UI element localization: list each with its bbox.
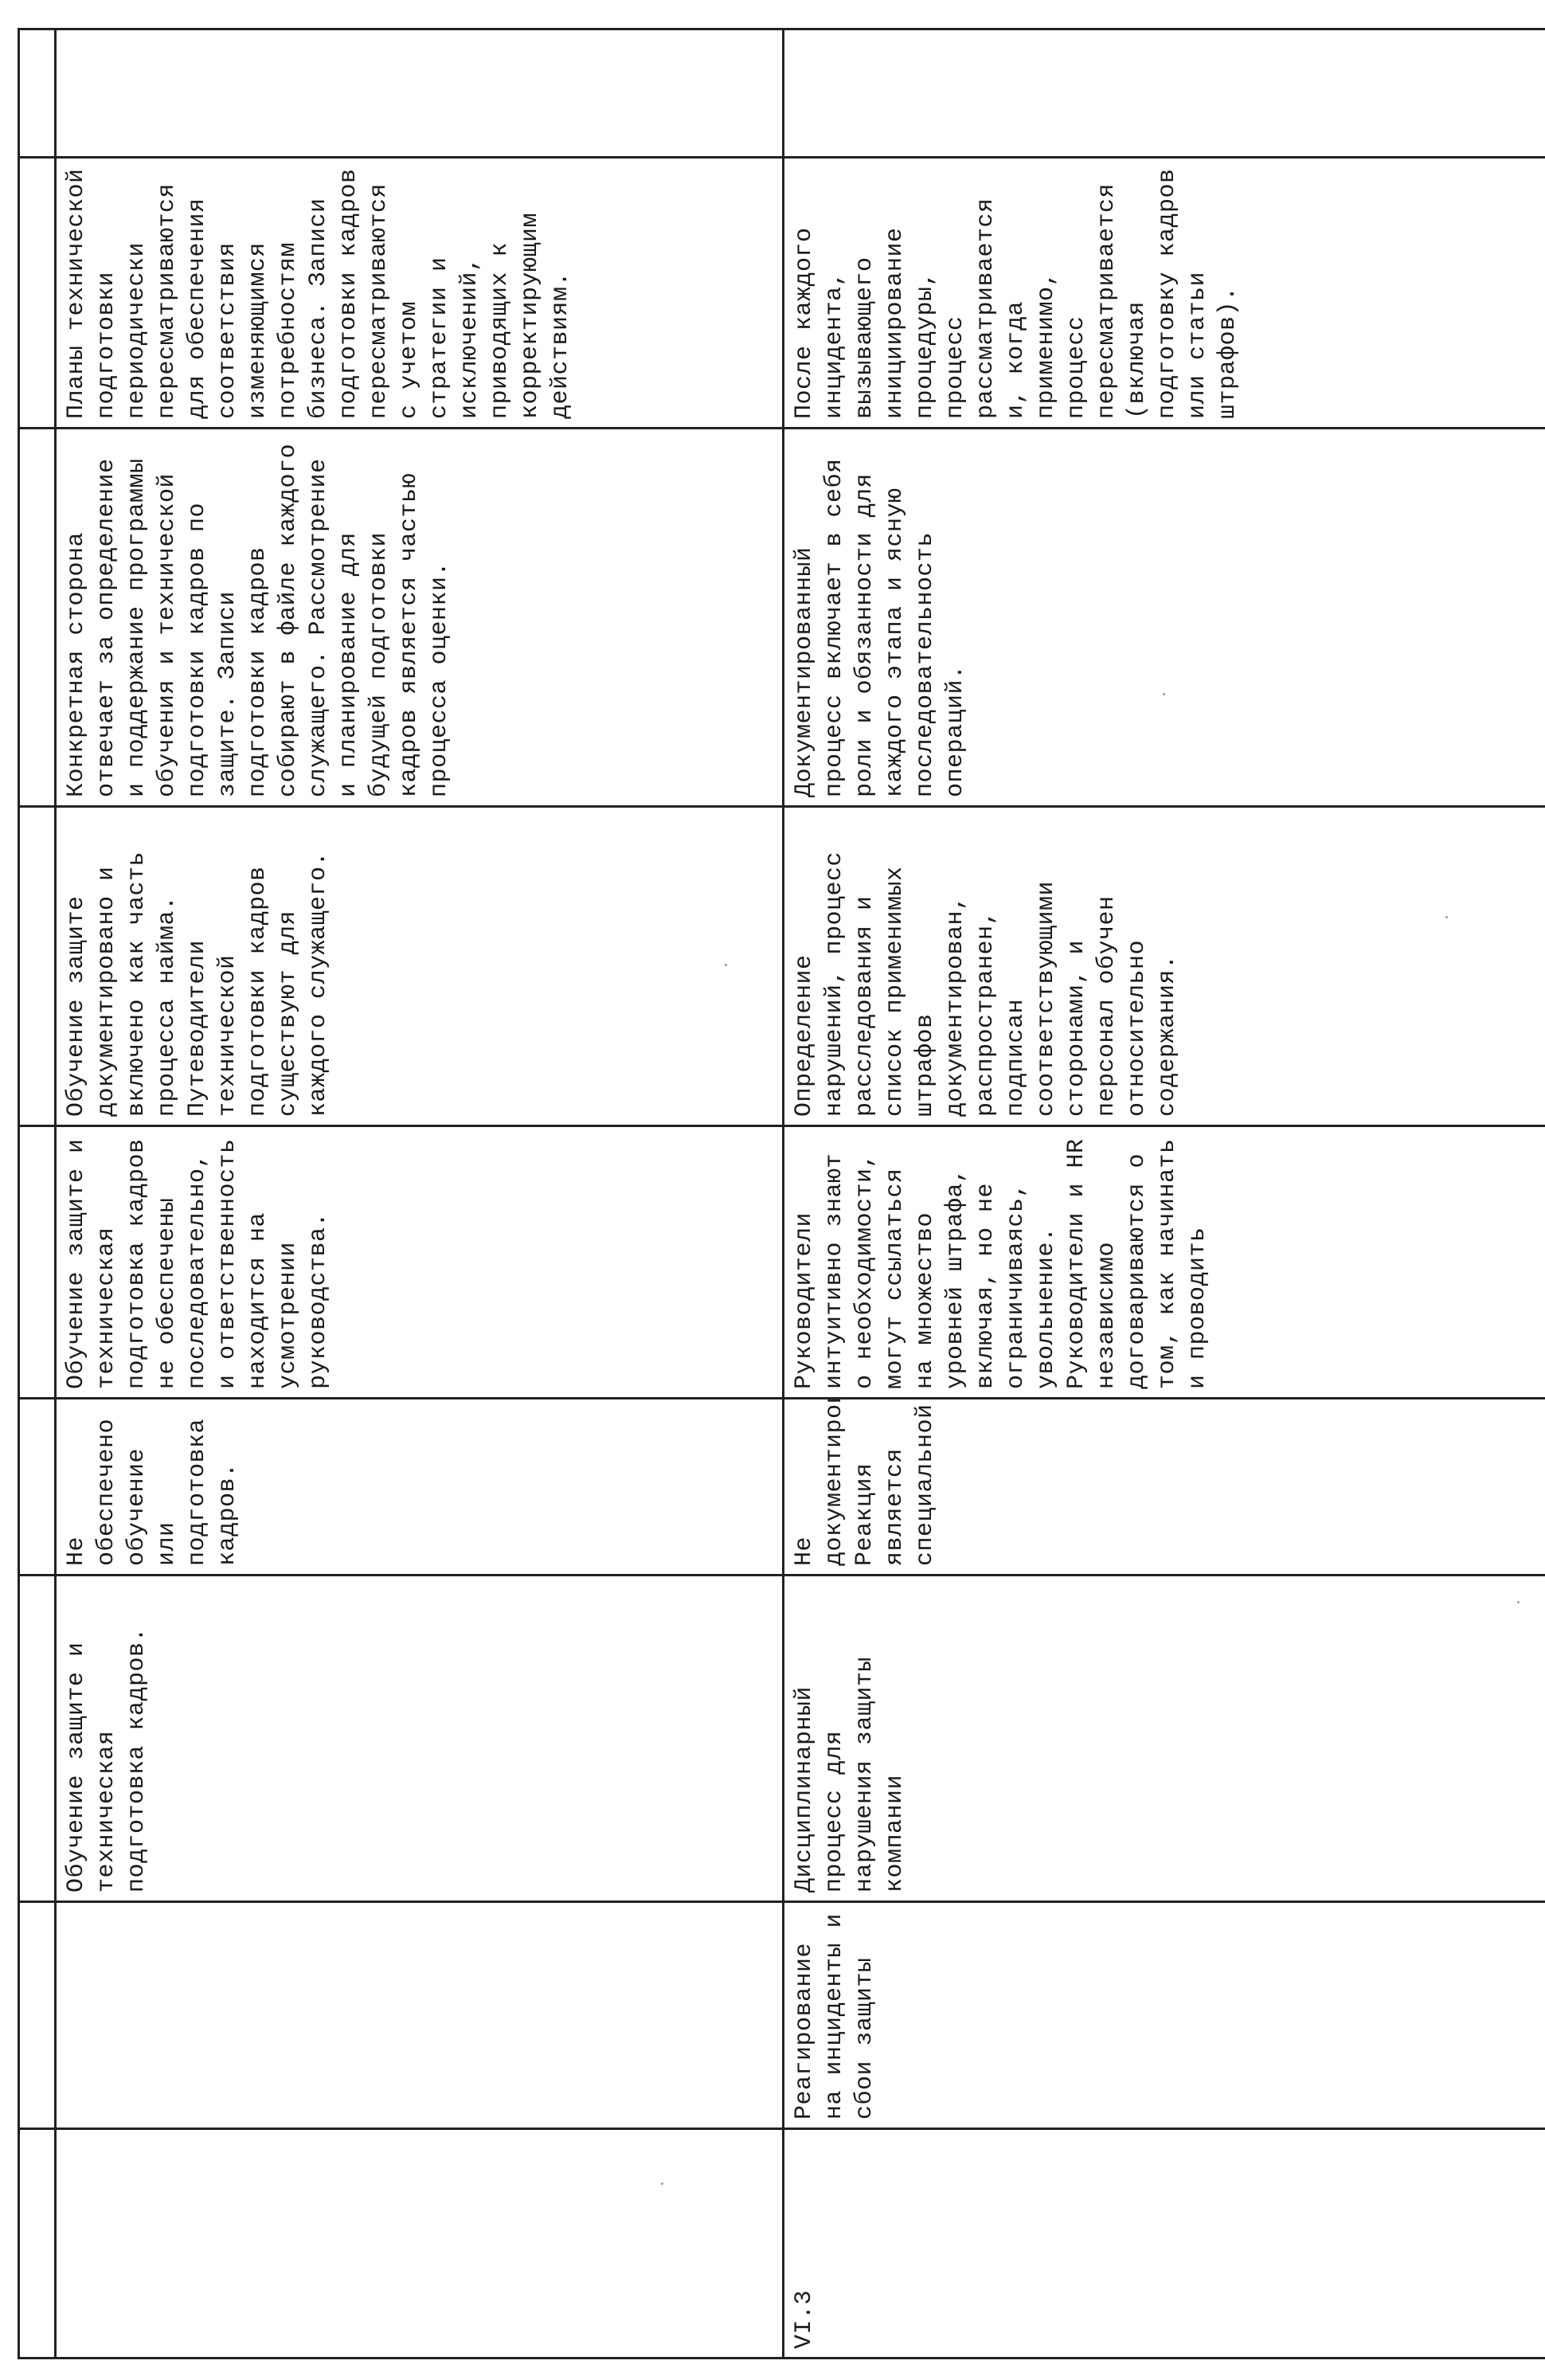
scanned-page: [0, 0, 1545, 2380]
cell-section-title: [56, 1902, 784, 2129]
cell-text: Конкретная сторона отвечает за определение и поддержание программы обучения и технической подготовки кадров по защите. Записи подготовки кадров собирают в файле каждого служащего. Рассмотрение и планирование для будущей подготовки кадров является частью процесса оценки.: [61, 437, 455, 797]
cell-text: Руководители интуитивно знают о необходимости, могут ссылаться на множество уровней штрафа, включая, но не ограничиваясь, увольнение. Руководители и HR независимо договариваются о том, как начинать и проводить: [789, 1135, 1213, 1389]
cell-text: Документированный процесс включает в себя роли и обязанности для каждого этапа и ясную последовательность операций.: [789, 437, 971, 797]
cell-level-5: [56, 29, 784, 158]
cell-text: Не обеспечено обучение или подготовка кадров.: [61, 1407, 243, 1566]
cell-section-id: [56, 2129, 784, 2358]
scan-speck: [725, 964, 727, 966]
cell-top-5: [19, 1126, 56, 1399]
cell-control-name: [56, 1576, 784, 1902]
cell-text: Планы технической подготовки периодически пересматриваются для обеспечения соответствия изменяющимся потребностям бизнеса. Записи подготовки кадров пересматриваются с учетом стратегии и исключений, приводящих к корректирующим действиям.: [61, 166, 576, 419]
cell-level-4: [784, 158, 1545, 429]
cell-text: Дисциплинарный процесс для нарушения защиты компании: [789, 1584, 910, 1893]
cell-level-5: [784, 29, 1545, 158]
cell-top-9: [19, 29, 56, 158]
table-row-training: [56, 29, 784, 2358]
cell-level-0: [56, 1399, 784, 1576]
cell-top-7: [19, 429, 56, 807]
cell-text: Обучение защите и техническая подготовка кадров не обеспечены последовательно, и ответственность находится на усмотрении руководства.: [61, 1135, 334, 1389]
cell-text: Обучение защите документировано и включено как часть процесса найма. Путеводители технической подготовки кадров существуют для каждого служащего.: [61, 816, 334, 1117]
cell-level-2: [56, 807, 784, 1126]
cell-top-3: [19, 1576, 56, 1902]
scan-speck: [661, 2182, 663, 2185]
cell-level-1: [56, 1126, 784, 1399]
cell-level-2: [784, 807, 1545, 1126]
cell-text: Определение нарушений, процесс расследования и список применимых штрафов документирован, распространен, подписан соответствующими сторонами, и персонал обучен относительно содержания.: [789, 816, 1183, 1117]
cell-text: Реагирование на инциденты и сбои защиты: [789, 1911, 880, 2120]
cell-text: VI.3: [789, 2138, 819, 2349]
maturity-table: [18, 28, 1545, 2359]
cell-level-0: [784, 1399, 1545, 1576]
rotated-table-frame: [18, 30, 1545, 2359]
cell-text: После каждого инцидента, вызывающего инициирование процедуры, процесс рассматривается и, когда применимо, процесс пересматривается (включая подготовку кадров или статьи штрафов).: [789, 166, 1243, 419]
cell-level-3: [56, 429, 784, 807]
cell-top-6: [19, 807, 56, 1126]
cell-text: Обучение защите и техническая подготовка кадров.: [61, 1584, 152, 1893]
cell-control-name: [784, 1576, 1545, 1902]
cell-section-id: [784, 2129, 1545, 2358]
scan-speck: [1163, 693, 1165, 695]
scan-speck: [1517, 1601, 1520, 1603]
cell-section-title: [784, 1902, 1545, 2129]
cell-top-1: [19, 2129, 56, 2358]
scan-speck: [1445, 916, 1448, 918]
cell-top-8: [19, 158, 56, 429]
cell-level-3: [784, 429, 1545, 807]
cell-text: Не документировано. Реакция является специальной.: [789, 1407, 941, 1566]
table-row-incident: [784, 29, 1545, 2358]
cell-level-4: [56, 158, 784, 429]
cell-top-2: [19, 1902, 56, 2129]
cell-level-1: [784, 1126, 1545, 1399]
cell-top-4: [19, 1399, 56, 1576]
table-row-top: [19, 29, 56, 2358]
